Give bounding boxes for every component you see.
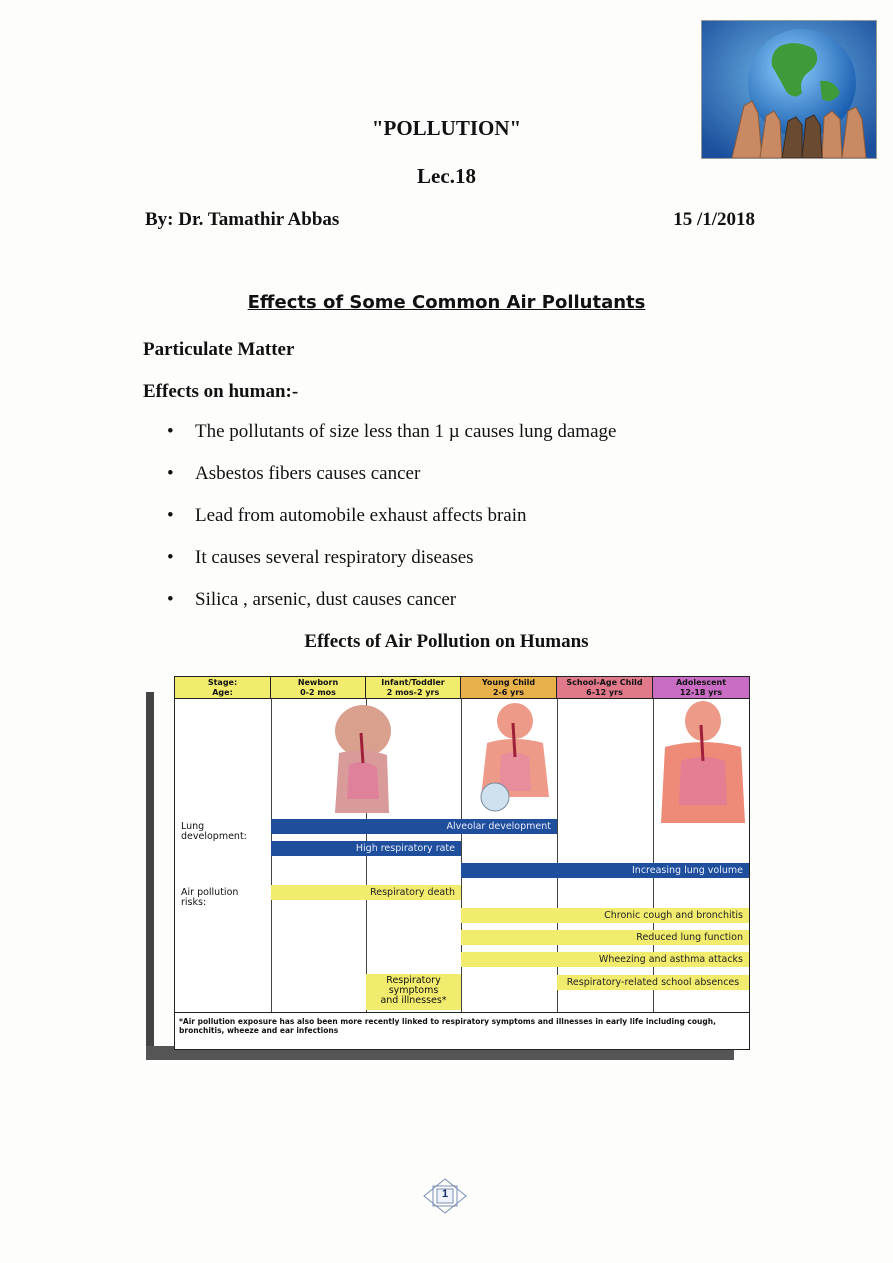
school-absences-bar: Respiratory-related school absences (557, 975, 749, 990)
effects-on-human-label: Effects on human:- (143, 381, 299, 402)
lung-development-label: Lung development: (181, 821, 247, 842)
respiratory-symptoms-box: Respiratory symptoms and illnesses* (366, 974, 461, 1010)
author-line: By: Dr. Tamathir Abbas (145, 209, 340, 230)
stage-age: 6-12 yrs (586, 688, 623, 697)
figure-caption: Effects of Air Pollution on Humans (304, 631, 589, 652)
document-title: "POLLUTION" (371, 116, 522, 140)
list-item: • The pollutants of size less than 1 µ causes lung damage (165, 421, 616, 463)
stage-age-header (175, 677, 271, 699)
stage-chart (174, 676, 750, 1050)
respiratory-death-bar: Respiratory death (271, 885, 461, 900)
figure-shadow (146, 692, 154, 1060)
stage-header-school-age-child (557, 677, 653, 699)
stage-name: School-Age Child (566, 678, 643, 687)
wheezing-asthma-bar: Wheezing and asthma attacks (461, 952, 749, 967)
air-pollution-figure (146, 672, 750, 1060)
page-number: 1 (441, 1188, 449, 1200)
list-item: • Silica , arsenic, dust causes cancer (165, 589, 616, 631)
document-date: 15 /1/2018 (673, 209, 755, 230)
stage-name: Adolescent (675, 678, 727, 687)
air-pollution-risks-label: Air pollution risks: (181, 887, 239, 908)
stage-age: 2-6 yrs (492, 688, 525, 697)
stage-header-infant-toddler (366, 677, 461, 699)
stage-header-young-child (461, 677, 557, 699)
stage-name: Young Child (481, 678, 536, 687)
stage-age: 12-18 yrs (679, 688, 723, 697)
increasing-lung-volume-bar: Increasing lung volume (461, 863, 749, 878)
stage-age: 2 mos-2 yrs (386, 688, 440, 697)
adolescent-body-illustration (657, 701, 747, 823)
stage-age: 0-2 mos (300, 688, 336, 697)
chronic-cough-bar: Chronic cough and bronchitis (461, 908, 749, 923)
age-header-label: Age: (212, 688, 233, 697)
subheading-particulate-matter: Particulate Matter (143, 339, 295, 360)
list-item: • It causes several respiratory diseases (165, 547, 616, 589)
stage-header-label: Stage: (207, 678, 238, 687)
page-number-badge (423, 1178, 467, 1214)
stage-header-newborn (271, 677, 366, 699)
high-respiratory-rate-bar: High respiratory rate (271, 841, 461, 856)
section-heading: Effects of Some Common Air Pollutants (247, 292, 646, 313)
stage-name: Infant/Toddler (381, 678, 445, 687)
lecture-number: Lec.18 (417, 164, 476, 188)
footnote-divider (175, 1012, 749, 1013)
effects-bullet-list (165, 421, 616, 631)
alveolar-development-bar: Alveolar development (271, 819, 557, 834)
stage-header-adolescent (653, 677, 749, 699)
reduced-lung-function-bar: Reduced lung function (461, 930, 749, 945)
stage-name: Newborn (297, 678, 339, 687)
baby-body-illustration (325, 703, 395, 815)
figure-footnote: *Air pollution exposure has also been more recently linked to respiratory symptoms and illnesses in early life including cough, bronchitis, wheeze and ear infections (179, 1017, 716, 1035)
list-item: • Asbestos fibers causes cancer (165, 463, 616, 505)
list-item: • Lead from automobile exhaust affects brain (165, 505, 616, 547)
young-child-body-illustration (475, 701, 555, 813)
